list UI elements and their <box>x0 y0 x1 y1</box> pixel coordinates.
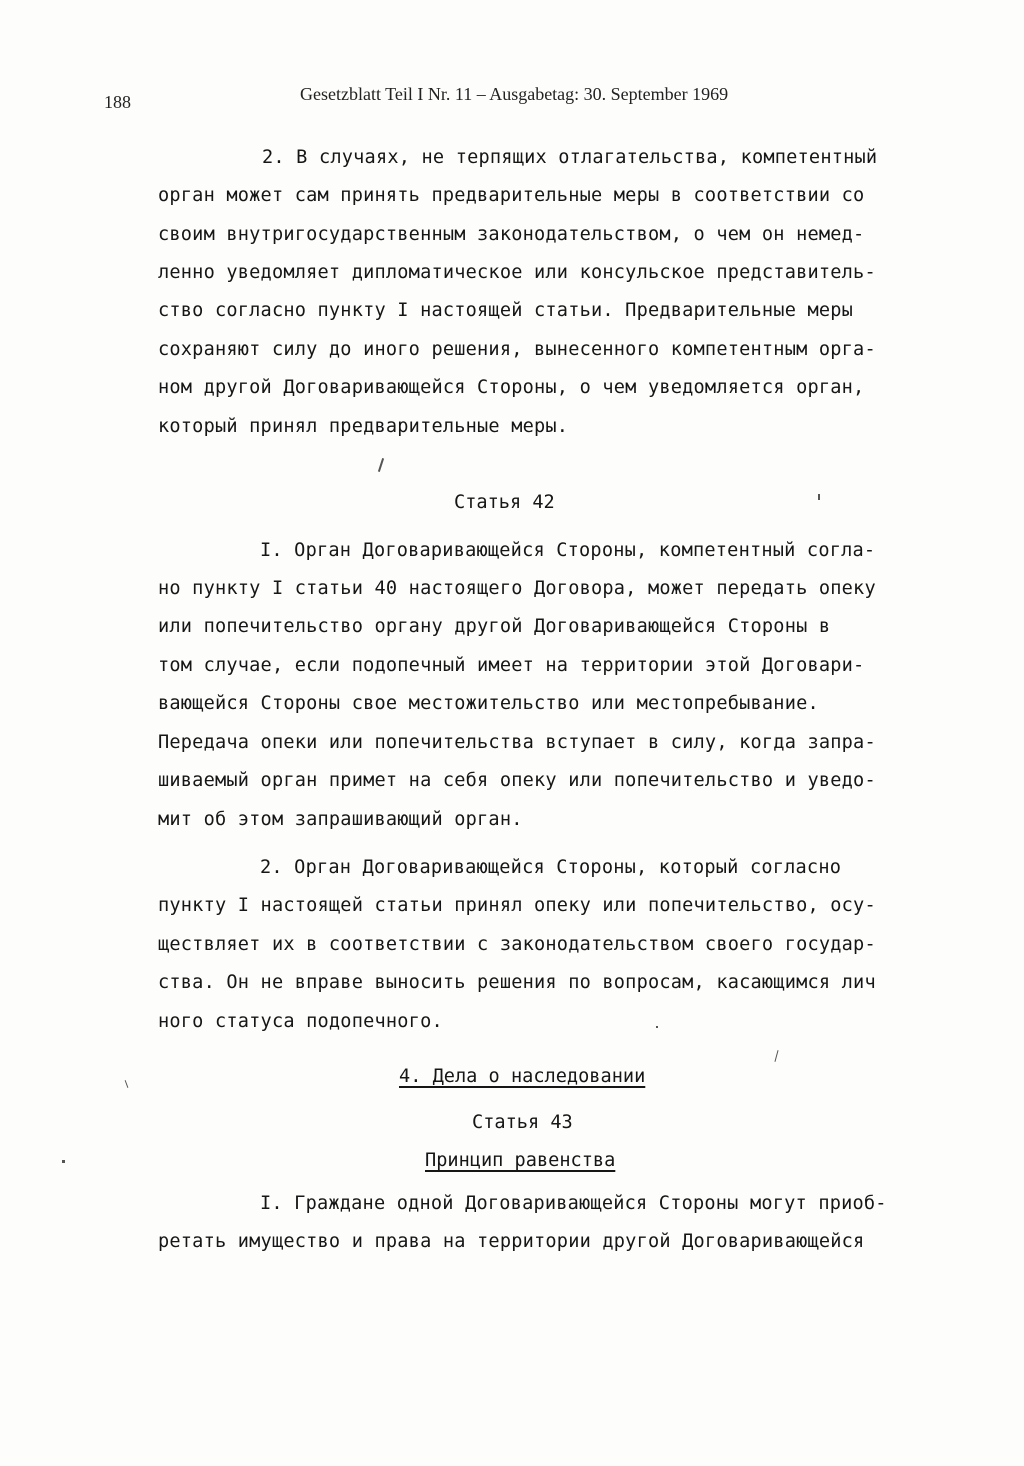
text-line: 2. Орган Договаривающейся Стороны, который согласно <box>260 857 842 878</box>
text-line: I. Граждане одной Договаривающейся Стороны могут приоб- <box>260 1193 887 1214</box>
text-line: ства. Он не вправе выносить решения по вопросам, касающимся лич <box>158 972 876 993</box>
text-line: ретать имущество и права на территории другой Договаривающейся <box>158 1231 865 1252</box>
scan-mark <box>62 1160 65 1163</box>
scan-mark <box>818 494 820 500</box>
scan-mark <box>774 1050 778 1062</box>
text-line: том случае, если подопечный имеет на территории этой Договари- <box>158 655 865 676</box>
text-line: ном другой Договаривающейся Стороны, о чем уведомляется орган, <box>158 377 865 398</box>
article-43-subtitle: Принцип равенства <box>425 1150 616 1171</box>
text-line: I. Орган Договаривающейся Стороны, компетентный согла- <box>260 540 876 561</box>
text-line: Передача опеки или попечительства вступает в силу, когда запра- <box>158 732 876 753</box>
scan-mark <box>378 458 384 472</box>
text-line: или попечительство органу другой Договаривающейся Стороны в <box>158 616 831 637</box>
gazette-title: Gesetzblatt Teil I Nr. 11 – Ausgabetag: 30. September 1969 <box>300 84 729 104</box>
text-line: ство согласно пункту I настоящей статьи. Предварительные меры <box>158 300 854 321</box>
scan-mark <box>125 1080 129 1088</box>
text-line: ленно уведомляет дипломатическое или консульское представитель- <box>158 262 876 283</box>
text-line: своим внутригосударственным законодательством, о чем он немед- <box>158 224 865 245</box>
text-line: ществляет их в соответствии с законодательством своего государ- <box>158 934 876 955</box>
text-line: но пункту I статьи 40 настоящего Договора, может передать опеку <box>158 578 876 599</box>
page-number: 188 <box>104 92 131 112</box>
article-43-heading: Статья 43 <box>472 1112 573 1133</box>
article-42-heading: Статья 42 <box>454 492 555 513</box>
text-line: сохраняют силу до иного решения, вынесенного компетентным орга- <box>158 339 876 360</box>
text-line: 2. В случаях, не терпящих отлагательства, компетентный <box>262 147 878 168</box>
text-line: который принял предварительные меры. <box>158 416 569 437</box>
text-line: пункту I настоящей статьи принял опеку или попечительство, осу- <box>158 895 876 916</box>
section-4-heading: 4. Дела о наследовании <box>399 1066 646 1087</box>
text-line: шиваемый орган примет на себя опеку или попечительство и уведо- <box>158 770 876 791</box>
text-line: мит об этом запрашивающий орган. <box>158 809 523 830</box>
text-line: орган может сам принять предварительные меры в соответствии со <box>158 185 865 206</box>
scan-mark <box>656 1026 658 1028</box>
text-line: ного статуса подопечного. <box>158 1011 443 1032</box>
text-line: вающейся Стороны свое местожительство или местопребывание. <box>158 693 819 714</box>
